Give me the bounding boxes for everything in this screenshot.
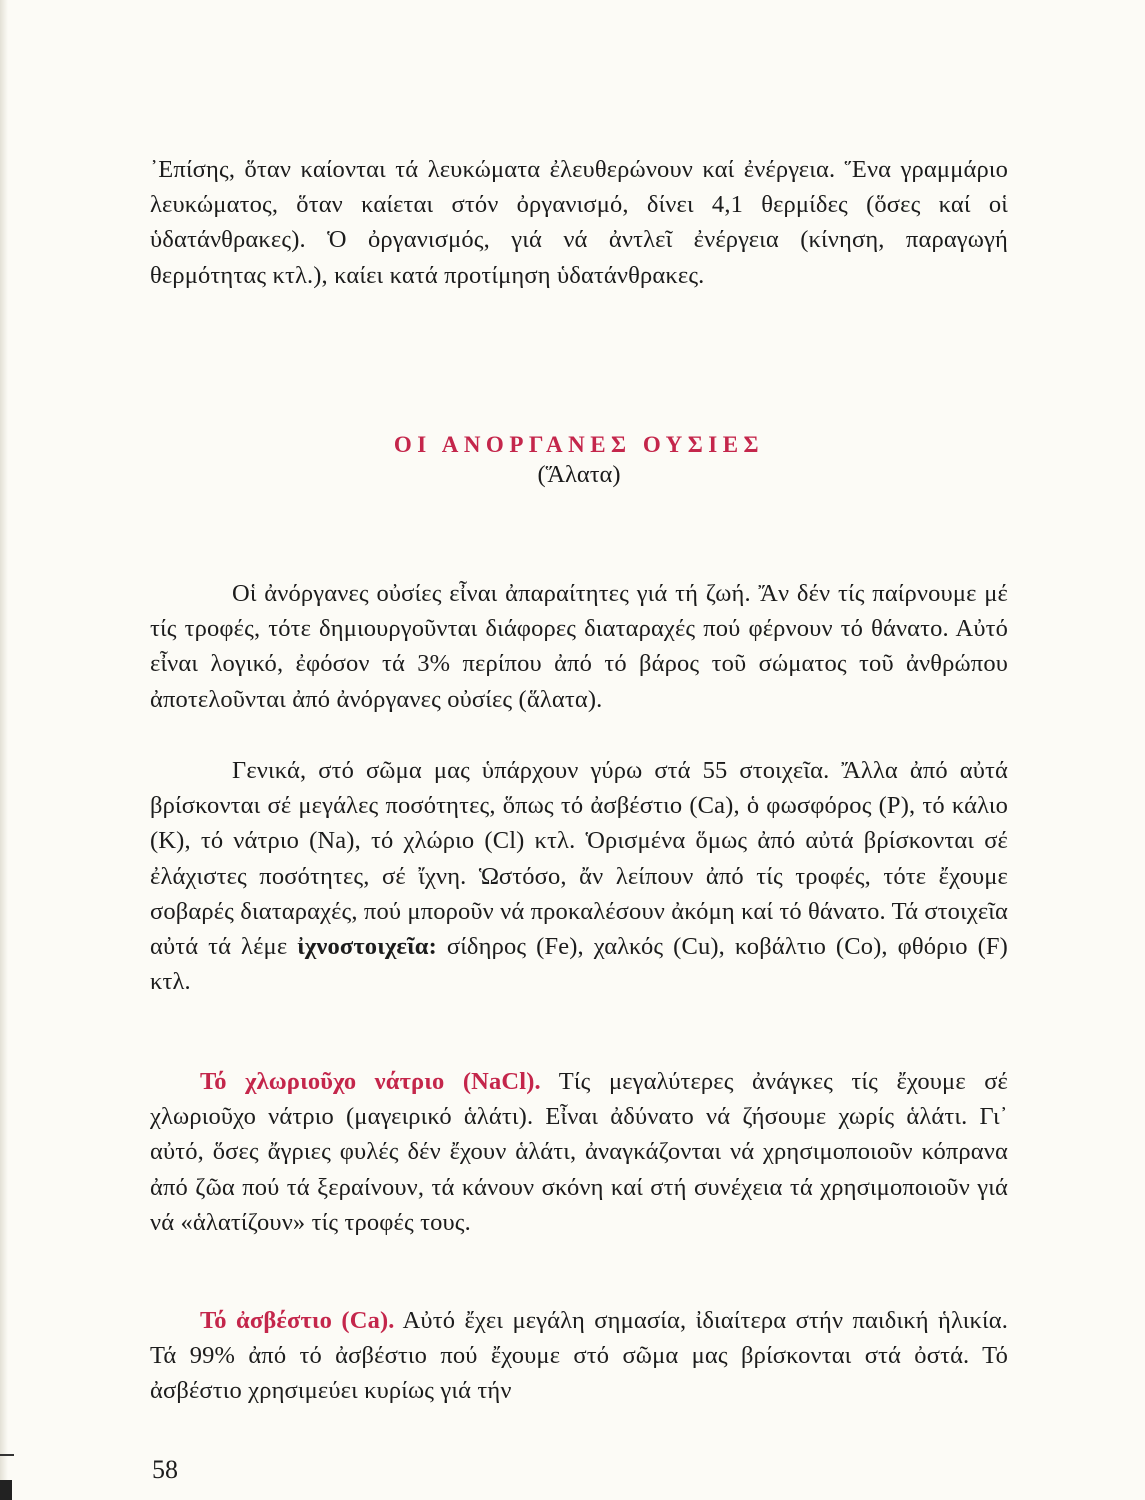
- paragraph-elements-text: Γενικά, στό σῶμα μας ὑπάρχουν γύρω στά 55 στοιχεῖα. Ἄλλα ἀπό αὐτά βρίσκονται σέ μεγάλες ποσότητες, ὅπως τό ἀσβέστιο (Ca), ὁ φωσφόρος (P), τό κάλιο (K), τό νάτριο (Na), τό χλώριο (Cl) κτλ. Ὁρισμένα ὅμως ἀπό αὐτά βρίσκονται σέ ἐλάχιστες ποσότητες, σέ ἴχνη. Ὡστόσο, ἄν λείπουν ἀπό τίς τροφές, τότε ἔχουμε σοβαρές διαταραχές, πού μποροῦν νά προκαλέσουν ἀκόμη καί τό θάνατο. Τά στοιχεῖα αὐτά τά λέμε: [150, 757, 1009, 961]
- paragraph-energy: ᾿Επίσης, ὅταν καίονται τά λευκώματα ἐλευθερώνουν καί ἐνέργεια. Ἕνα γραμμάριο λευκώματος, ὅταν καίεται στόν ὀργανισμό, δίνει 4,1 θερμίδες (ὅσες καί οἱ ὑδατάνθρακες). Ὁ ὀργανισμός, γιά νά ἀντλεῖ ἐνέργεια (κίνηση, παραγωγή θερμότητας κτλ.), καίει κατά προτίμηση ὑδατάνθρακες.: [150, 156, 1008, 289]
- section-title: ΟΙ ΑΝΟΡΓΑΝΕΣ ΟΥΣΙΕΣ: [393, 432, 765, 457]
- paragraph-elements-text-end: σίδηρος (Fe), χαλκός (Cu), κοβάλτιο (Co), φθόριο (F) κτλ.: [150, 933, 1008, 996]
- paragraph-sodium-chloride: [150, 1064, 1008, 1240]
- section-subtitle: (Ἅλατα): [537, 461, 621, 488]
- page-number: 58: [152, 1455, 178, 1484]
- paragraph-inorganic: Οἱ ἀνόργανες οὐσίες εἶναι ἀπαραίτητες γιά τή ζωή. Ἄν δέν τίς παίρνουμε μέ τίς τροφές, τότε δημιουργοῦνται διάφορες διαταραχές πού φέρνουν τό θάνατο. Αὐτό εἶναι λογικό, ἐφόσον τά 3% περίπου ἀπό τό βάρος τοῦ σώματος τοῦ ἀνθρώπου ἀποτελοῦνται ἀπό ἀνόργανες οὐσίες (ἅλατα).: [150, 580, 1008, 713]
- margin-tick: [0, 1454, 14, 1456]
- scan-mark: [0, 1480, 12, 1500]
- sodium-chloride-text: Τίς μεγαλύτερες ἀνάγκες τίς ἔχουμε σέ χλωριοῦχο νάτριο (μαγειρικό ἁλάτι). Εἶναι ἀδύνατο νά ζήσουμε χωρίς ἁλάτι. Γι᾿ αὐτό, ὅσες ἄγριες φυλές δέν ἔχουν ἁλάτι, ἀναγκάζονται νά χρησιμοποιοῦν κόπρανα ἀπό ζῶα πού τά ξεραίνουν, τά κάνουν σκόνη καί στή συνέχεια τά χρησιμοποιοῦν γιά νά «ἁλατίζουν» τίς τροφές τους.: [150, 1068, 1008, 1236]
- sodium-chloride-heading: Τό χλωριοῦχο νάτριο (NaCl).: [200, 1068, 541, 1095]
- page-edge: [0, 0, 8, 1500]
- paragraph-elements: [150, 753, 1008, 999]
- calcium-heading: Τό ἀσβέστιο (Ca).: [200, 1307, 395, 1334]
- trace-elements-term: ἰχνοστοιχεῖα:: [297, 933, 437, 961]
- calcium-text: Αὐτό ἔχει μεγάλη σημασία, ἰδιαίτερα στήν παιδική ἡλικία. Τά 99% ἀπό τό ἀσβέστιο πού ἔχουμε στό σῶμα μας βρίσκονται στά ὀστά. Τό ἀσβέστιο χρησιμεύει κυρίως γιά τήν: [150, 1307, 1008, 1405]
- paragraph-calcium: [150, 1303, 1008, 1409]
